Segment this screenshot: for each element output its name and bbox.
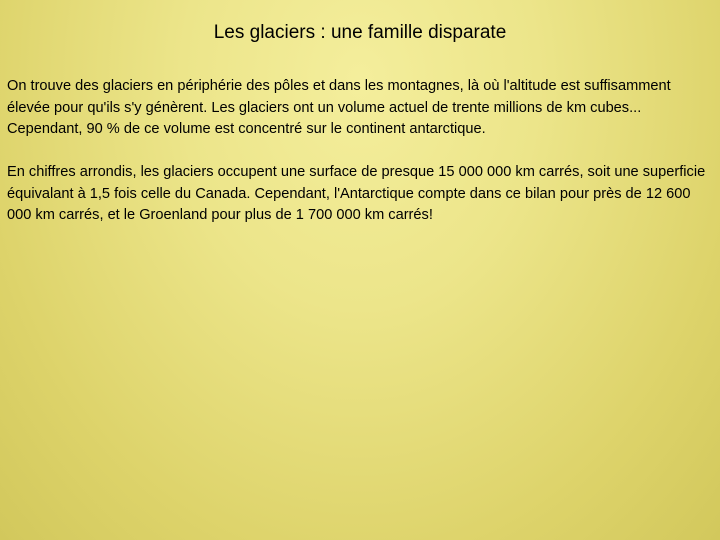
slide-body bbox=[7, 76, 713, 248]
paragraph-chiffres: En chiffres arrondis, les glaciers occupent une surface de presque 15 000 000 km carrés, soit une superficie équivalant à 1,5 fois celle du Canada. Cependant, l'Antarctique compte dans ce bilan pour près de 12 600 000 km carrés, et le Groenland pour plus de 1 700 000 km carrés! bbox=[7, 164, 706, 223]
slide-title: Les glaciers : une famille disparate bbox=[213, 22, 507, 43]
paragraph-peripherie: On trouve des glaciers en périphérie des pôles et dans les montagnes, là où l'altitude est suffisamment élevée pour qu'ils s'y génèrent. Les glaciers ont un volume actuel de trente millions de km cubes... Cependant, 90 % de ce volume est concentré sur le continent antarctique. bbox=[7, 78, 671, 137]
